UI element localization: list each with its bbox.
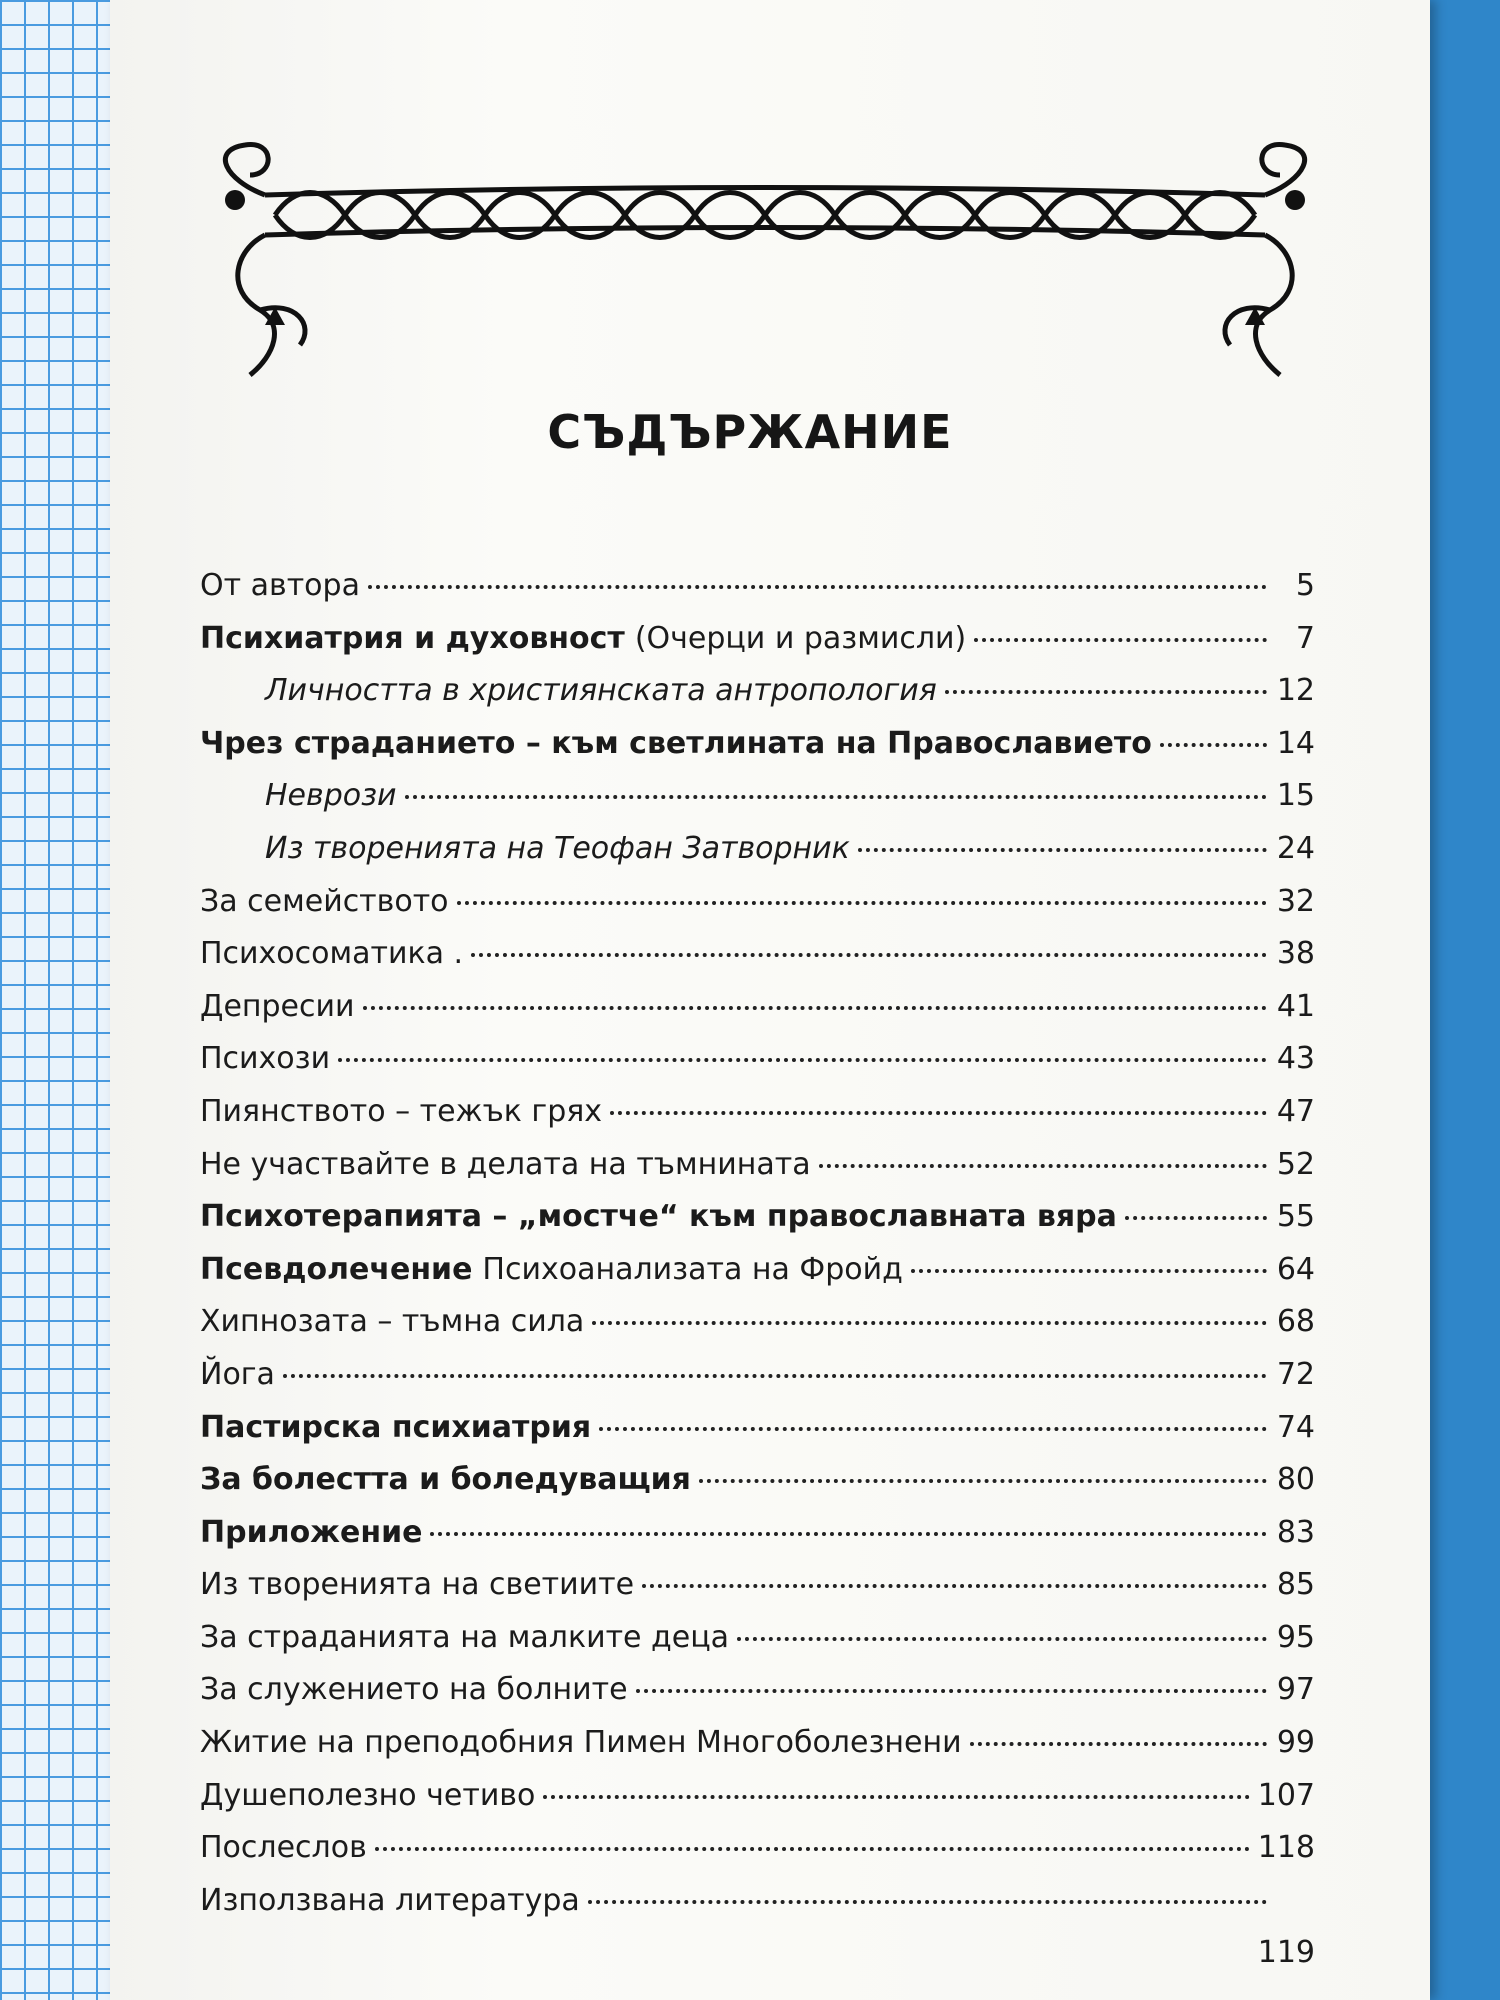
toc-entry-page: 107 bbox=[1257, 1777, 1315, 1813]
toc-entry-page: 64 bbox=[1276, 1251, 1315, 1287]
toc-entry-title: Психози bbox=[200, 1041, 331, 1077]
toc-entry-page: 72 bbox=[1276, 1356, 1315, 1392]
dot-leader bbox=[610, 1111, 1267, 1115]
toc-entry-page: 14 bbox=[1276, 725, 1315, 761]
toc-entry-title: Пастирска психиатрия bbox=[200, 1409, 592, 1445]
toc-entry bbox=[200, 1612, 1315, 1665]
toc-entry-page: 74 bbox=[1276, 1409, 1315, 1445]
toc-entry-title: Из творенията на светиите bbox=[200, 1567, 635, 1603]
toc-entry bbox=[200, 1927, 1315, 1980]
toc-entry bbox=[200, 770, 1315, 823]
toc-entry-subtitle: Психоанализата на Фройд bbox=[482, 1251, 903, 1287]
toc-entry-title: Пиянството – тежък грях bbox=[200, 1093, 603, 1129]
dot-leader bbox=[592, 1321, 1267, 1325]
dot-leader bbox=[970, 1742, 1267, 1746]
toc-entry-title: Послеслов bbox=[200, 1830, 367, 1866]
dot-leader bbox=[543, 1795, 1249, 1799]
toc-entry bbox=[200, 1402, 1315, 1455]
toc-entry-page: 5 bbox=[1295, 568, 1315, 603]
dot-leader bbox=[911, 1269, 1267, 1273]
dot-leader bbox=[737, 1637, 1267, 1641]
toc-entry bbox=[200, 1770, 1315, 1823]
dot-leader bbox=[819, 1164, 1267, 1168]
toc-entry bbox=[200, 1296, 1315, 1349]
page-title: СЪДЪРЖАНИЕ bbox=[547, 405, 953, 459]
toc-entry bbox=[200, 876, 1315, 929]
toc-entry bbox=[200, 1507, 1315, 1560]
toc-entry bbox=[200, 1559, 1315, 1612]
toc-entry bbox=[200, 1244, 1315, 1297]
ornamental-headpiece bbox=[205, 140, 1325, 380]
dot-leader bbox=[363, 1006, 1268, 1010]
toc-entry bbox=[200, 1822, 1315, 1875]
dot-leader bbox=[588, 1900, 1267, 1904]
dot-leader bbox=[375, 1847, 1250, 1851]
toc-entry bbox=[200, 1664, 1315, 1717]
dot-leader bbox=[699, 1479, 1267, 1483]
toc-entry-title: Из творенията на Теофан Затворник bbox=[265, 830, 850, 866]
toc-entry-page: 15 bbox=[1276, 778, 1315, 814]
toc-entry-page: 52 bbox=[1276, 1146, 1315, 1182]
toc-entry-page: 7 bbox=[1295, 620, 1315, 656]
dot-leader bbox=[430, 1532, 1267, 1536]
toc-entry-subtitle: (Очерци и размисли) bbox=[634, 620, 967, 656]
toc-entry-page: 97 bbox=[1276, 1672, 1315, 1708]
toc-entry-title: Не участвайте в делата на тъмнината bbox=[200, 1146, 811, 1182]
toc-entry-page: 83 bbox=[1276, 1514, 1315, 1550]
toc-entry-title: За семейството bbox=[200, 883, 449, 919]
dot-leader bbox=[599, 1427, 1267, 1431]
toc-entry-page: 24 bbox=[1276, 830, 1315, 866]
dot-leader bbox=[368, 585, 1267, 589]
toc-entry bbox=[200, 1349, 1315, 1402]
toc-entry bbox=[200, 928, 1315, 981]
toc-entry-title: Психотерапията – „мостче“ към православната вяра bbox=[200, 1199, 1117, 1235]
toc-entry-title: Психиатрия и духовност bbox=[200, 620, 625, 656]
toc-entry-page: 41 bbox=[1276, 988, 1315, 1024]
toc-entry bbox=[200, 1454, 1315, 1507]
toc-entry-page: 99 bbox=[1276, 1725, 1315, 1761]
toc-entry-page: 43 bbox=[1276, 1041, 1315, 1077]
toc-entry bbox=[200, 823, 1315, 876]
dot-leader bbox=[642, 1584, 1267, 1588]
dot-leader bbox=[283, 1374, 1267, 1378]
toc-entry-title: Йога bbox=[200, 1356, 275, 1392]
toc-entry-page: 68 bbox=[1276, 1304, 1315, 1340]
toc-entry-title: Психосоматика . bbox=[200, 936, 464, 972]
dot-leader bbox=[1125, 1216, 1267, 1220]
toc-entry-page: 12 bbox=[1276, 673, 1315, 709]
toc-entry bbox=[200, 560, 1315, 613]
toc-entry-title: Псевдолечение bbox=[200, 1251, 473, 1287]
toc-entry bbox=[200, 1033, 1315, 1086]
toc-entry-title: Депресии bbox=[200, 988, 355, 1024]
toc-entry-title: За служението на болните bbox=[200, 1672, 628, 1708]
toc-entry bbox=[200, 665, 1315, 718]
toc-entry bbox=[200, 1086, 1315, 1139]
toc-entry-title: За болестта и боледуващия bbox=[200, 1462, 691, 1498]
toc-entry-page: 32 bbox=[1276, 883, 1315, 919]
toc-entry-title: Хипнозата – тъмна сила bbox=[200, 1304, 585, 1340]
toc-entry-page: 119 bbox=[1257, 1935, 1315, 1971]
dot-leader bbox=[1160, 743, 1267, 747]
dot-leader bbox=[945, 690, 1267, 694]
toc-entry-title: Душеполезно четиво bbox=[200, 1777, 536, 1813]
dot-leader bbox=[338, 1058, 1267, 1062]
toc-entry-title: За страданията на малките деца bbox=[200, 1619, 730, 1655]
dot-leader bbox=[974, 638, 1267, 642]
toc-entry-title: Неврози bbox=[265, 778, 397, 814]
dot-leader bbox=[405, 795, 1267, 799]
dot-leader bbox=[636, 1689, 1267, 1693]
toc-entry-title: Използвана литература bbox=[200, 1882, 580, 1918]
toc-entry-page: 118 bbox=[1257, 1830, 1315, 1866]
toc-entry bbox=[200, 1191, 1315, 1244]
dot-leader bbox=[457, 901, 1267, 905]
toc-entry bbox=[200, 1875, 1315, 1928]
toc-entry-page: 47 bbox=[1276, 1093, 1315, 1129]
graph-paper-background bbox=[0, 0, 120, 2000]
toc-entry-title: Житие на преподобния Пимен Многоболезнени bbox=[200, 1725, 962, 1761]
toc-entry-page: 95 bbox=[1276, 1619, 1315, 1655]
dot-leader bbox=[858, 848, 1267, 852]
toc-entry-page: 85 bbox=[1276, 1567, 1315, 1603]
toc-entry bbox=[200, 981, 1315, 1034]
toc-entry-title: От автора bbox=[200, 568, 360, 603]
toc-entry bbox=[200, 1717, 1315, 1770]
toc-entry-title: Личността в християнската антропология bbox=[265, 673, 937, 709]
table-of-contents bbox=[200, 560, 1315, 1980]
toc-entry bbox=[200, 1139, 1315, 1192]
toc-entry bbox=[200, 718, 1315, 771]
dot-leader bbox=[471, 953, 1267, 957]
toc-entry bbox=[200, 613, 1315, 666]
toc-entry-page: 38 bbox=[1276, 936, 1315, 972]
toc-entry-title: Чрез страданието – към светлината на Православието bbox=[200, 725, 1152, 761]
toc-entry-title: Приложение bbox=[200, 1514, 423, 1550]
toc-entry-page: 80 bbox=[1276, 1462, 1315, 1498]
toc-entry-page: 55 bbox=[1276, 1199, 1315, 1235]
